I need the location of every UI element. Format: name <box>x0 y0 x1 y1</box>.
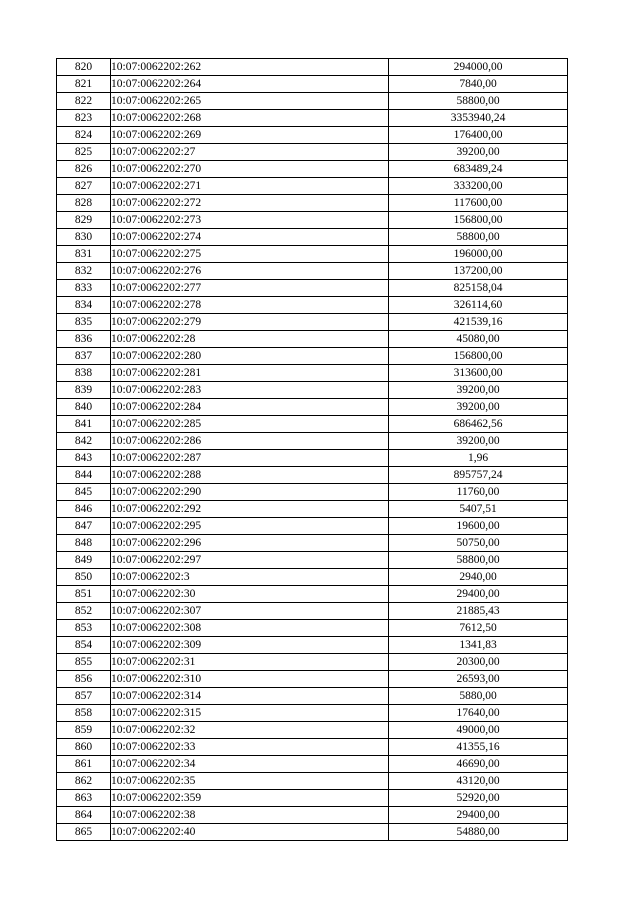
row-number-cell: 823 <box>57 110 111 127</box>
cadastral-number-cell: 10:07:0062202:271 <box>111 178 389 195</box>
cadastral-number-cell: 10:07:0062202:262 <box>111 59 389 76</box>
cadastral-number-cell: 10:07:0062202:274 <box>111 229 389 246</box>
row-number-cell: 825 <box>57 144 111 161</box>
table-row <box>57 127 568 144</box>
cadastral-number-cell: 10:07:0062202:30 <box>111 586 389 603</box>
document-page <box>56 58 566 841</box>
row-number-cell: 834 <box>57 297 111 314</box>
value-cell: 7840,00 <box>389 76 568 93</box>
table-row <box>57 756 568 773</box>
row-number-cell: 850 <box>57 569 111 586</box>
row-number-cell: 833 <box>57 280 111 297</box>
table-row <box>57 467 568 484</box>
value-cell: 313600,00 <box>389 365 568 382</box>
table-row <box>57 654 568 671</box>
cadastral-number-cell: 10:07:0062202:279 <box>111 314 389 331</box>
cadastral-number-cell: 10:07:0062202:272 <box>111 195 389 212</box>
row-number-cell: 848 <box>57 535 111 552</box>
table-row <box>57 280 568 297</box>
registry-table <box>56 58 568 841</box>
table-row <box>57 535 568 552</box>
table-row <box>57 586 568 603</box>
cadastral-number-cell: 10:07:0062202:270 <box>111 161 389 178</box>
cadastral-number-cell: 10:07:0062202:308 <box>111 620 389 637</box>
value-cell: 19600,00 <box>389 518 568 535</box>
value-cell: 20300,00 <box>389 654 568 671</box>
row-number-cell: 856 <box>57 671 111 688</box>
value-cell: 1341,83 <box>389 637 568 654</box>
value-cell: 2940,00 <box>389 569 568 586</box>
registry-table-body <box>57 59 568 841</box>
cadastral-number-cell: 10:07:0062202:359 <box>111 790 389 807</box>
value-cell: 333200,00 <box>389 178 568 195</box>
value-cell: 3353940,24 <box>389 110 568 127</box>
table-row <box>57 110 568 127</box>
table-row <box>57 433 568 450</box>
table-row <box>57 773 568 790</box>
value-cell: 156800,00 <box>389 348 568 365</box>
table-row <box>57 450 568 467</box>
row-number-cell: 858 <box>57 705 111 722</box>
table-row <box>57 246 568 263</box>
row-number-cell: 842 <box>57 433 111 450</box>
value-cell: 294000,00 <box>389 59 568 76</box>
row-number-cell: 824 <box>57 127 111 144</box>
cadastral-number-cell: 10:07:0062202:295 <box>111 518 389 535</box>
row-number-cell: 847 <box>57 518 111 535</box>
row-number-cell: 829 <box>57 212 111 229</box>
row-number-cell: 857 <box>57 688 111 705</box>
table-row <box>57 263 568 280</box>
value-cell: 5407,51 <box>389 501 568 518</box>
table-row <box>57 569 568 586</box>
row-number-cell: 836 <box>57 331 111 348</box>
value-cell: 43120,00 <box>389 773 568 790</box>
table-row <box>57 416 568 433</box>
cadastral-number-cell: 10:07:0062202:284 <box>111 399 389 416</box>
cadastral-number-cell: 10:07:0062202:264 <box>111 76 389 93</box>
cadastral-number-cell: 10:07:0062202:307 <box>111 603 389 620</box>
cadastral-number-cell: 10:07:0062202:33 <box>111 739 389 756</box>
cadastral-number-cell: 10:07:0062202:290 <box>111 484 389 501</box>
row-number-cell: 849 <box>57 552 111 569</box>
row-number-cell: 830 <box>57 229 111 246</box>
table-row <box>57 297 568 314</box>
cadastral-number-cell: 10:07:0062202:275 <box>111 246 389 263</box>
value-cell: 45080,00 <box>389 331 568 348</box>
value-cell: 39200,00 <box>389 433 568 450</box>
table-row <box>57 501 568 518</box>
table-row <box>57 314 568 331</box>
table-row <box>57 331 568 348</box>
value-cell: 39200,00 <box>389 144 568 161</box>
table-row <box>57 229 568 246</box>
row-number-cell: 831 <box>57 246 111 263</box>
row-number-cell: 855 <box>57 654 111 671</box>
row-number-cell: 860 <box>57 739 111 756</box>
table-row <box>57 552 568 569</box>
value-cell: 686462,56 <box>389 416 568 433</box>
value-cell: 895757,24 <box>389 467 568 484</box>
value-cell: 58800,00 <box>389 93 568 110</box>
table-row <box>57 620 568 637</box>
row-number-cell: 841 <box>57 416 111 433</box>
row-number-cell: 837 <box>57 348 111 365</box>
row-number-cell: 852 <box>57 603 111 620</box>
cadastral-number-cell: 10:07:0062202:288 <box>111 467 389 484</box>
table-row <box>57 603 568 620</box>
row-number-cell: 828 <box>57 195 111 212</box>
value-cell: 49000,00 <box>389 722 568 739</box>
value-cell: 326114,60 <box>389 297 568 314</box>
cadastral-number-cell: 10:07:0062202:268 <box>111 110 389 127</box>
table-row <box>57 705 568 722</box>
row-number-cell: 822 <box>57 93 111 110</box>
value-cell: 176400,00 <box>389 127 568 144</box>
value-cell: 58800,00 <box>389 552 568 569</box>
row-number-cell: 851 <box>57 586 111 603</box>
cadastral-number-cell: 10:07:0062202:310 <box>111 671 389 688</box>
cadastral-number-cell: 10:07:0062202:292 <box>111 501 389 518</box>
value-cell: 21885,43 <box>389 603 568 620</box>
row-number-cell: 844 <box>57 467 111 484</box>
cadastral-number-cell: 10:07:0062202:32 <box>111 722 389 739</box>
row-number-cell: 861 <box>57 756 111 773</box>
row-number-cell: 864 <box>57 807 111 824</box>
cadastral-number-cell: 10:07:0062202:277 <box>111 280 389 297</box>
cadastral-number-cell: 10:07:0062202:31 <box>111 654 389 671</box>
cadastral-number-cell: 10:07:0062202:34 <box>111 756 389 773</box>
value-cell: 29400,00 <box>389 807 568 824</box>
row-number-cell: 859 <box>57 722 111 739</box>
table-row <box>57 637 568 654</box>
cadastral-number-cell: 10:07:0062202:297 <box>111 552 389 569</box>
table-row <box>57 178 568 195</box>
table-row <box>57 365 568 382</box>
row-number-cell: 854 <box>57 637 111 654</box>
row-number-cell: 853 <box>57 620 111 637</box>
cadastral-number-cell: 10:07:0062202:269 <box>111 127 389 144</box>
table-row <box>57 739 568 756</box>
value-cell: 46690,00 <box>389 756 568 773</box>
row-number-cell: 843 <box>57 450 111 467</box>
table-row <box>57 382 568 399</box>
cadastral-number-cell: 10:07:0062202:283 <box>111 382 389 399</box>
cadastral-number-cell: 10:07:0062202:27 <box>111 144 389 161</box>
row-number-cell: 821 <box>57 76 111 93</box>
value-cell: 26593,00 <box>389 671 568 688</box>
row-number-cell: 865 <box>57 824 111 841</box>
cadastral-number-cell: 10:07:0062202:273 <box>111 212 389 229</box>
table-row <box>57 518 568 535</box>
cadastral-number-cell: 10:07:0062202:315 <box>111 705 389 722</box>
value-cell: 39200,00 <box>389 399 568 416</box>
value-cell: 11760,00 <box>389 484 568 501</box>
value-cell: 117600,00 <box>389 195 568 212</box>
table-row <box>57 722 568 739</box>
value-cell: 54880,00 <box>389 824 568 841</box>
value-cell: 58800,00 <box>389 229 568 246</box>
table-row <box>57 824 568 841</box>
table-row <box>57 161 568 178</box>
row-number-cell: 827 <box>57 178 111 195</box>
value-cell: 5880,00 <box>389 688 568 705</box>
value-cell: 39200,00 <box>389 382 568 399</box>
value-cell: 50750,00 <box>389 535 568 552</box>
value-cell: 196000,00 <box>389 246 568 263</box>
cadastral-number-cell: 10:07:0062202:3 <box>111 569 389 586</box>
table-row <box>57 144 568 161</box>
value-cell: 683489,24 <box>389 161 568 178</box>
row-number-cell: 826 <box>57 161 111 178</box>
table-row <box>57 807 568 824</box>
row-number-cell: 839 <box>57 382 111 399</box>
value-cell: 52920,00 <box>389 790 568 807</box>
value-cell: 137200,00 <box>389 263 568 280</box>
cadastral-number-cell: 10:07:0062202:38 <box>111 807 389 824</box>
cadastral-number-cell: 10:07:0062202:281 <box>111 365 389 382</box>
table-row <box>57 399 568 416</box>
table-row <box>57 195 568 212</box>
cadastral-number-cell: 10:07:0062202:280 <box>111 348 389 365</box>
value-cell: 29400,00 <box>389 586 568 603</box>
value-cell: 17640,00 <box>389 705 568 722</box>
table-row <box>57 212 568 229</box>
cadastral-number-cell: 10:07:0062202:35 <box>111 773 389 790</box>
cadastral-number-cell: 10:07:0062202:286 <box>111 433 389 450</box>
row-number-cell: 863 <box>57 790 111 807</box>
table-row <box>57 348 568 365</box>
cadastral-number-cell: 10:07:0062202:287 <box>111 450 389 467</box>
cadastral-number-cell: 10:07:0062202:276 <box>111 263 389 280</box>
table-row <box>57 671 568 688</box>
table-row <box>57 76 568 93</box>
cadastral-number-cell: 10:07:0062202:314 <box>111 688 389 705</box>
value-cell: 1,96 <box>389 450 568 467</box>
table-row <box>57 484 568 501</box>
row-number-cell: 845 <box>57 484 111 501</box>
row-number-cell: 820 <box>57 59 111 76</box>
table-row <box>57 59 568 76</box>
table-row <box>57 93 568 110</box>
value-cell: 156800,00 <box>389 212 568 229</box>
value-cell: 41355,16 <box>389 739 568 756</box>
cadastral-number-cell: 10:07:0062202:265 <box>111 93 389 110</box>
cadastral-number-cell: 10:07:0062202:285 <box>111 416 389 433</box>
value-cell: 421539,16 <box>389 314 568 331</box>
table-row <box>57 790 568 807</box>
row-number-cell: 832 <box>57 263 111 280</box>
cadastral-number-cell: 10:07:0062202:28 <box>111 331 389 348</box>
row-number-cell: 846 <box>57 501 111 518</box>
cadastral-number-cell: 10:07:0062202:40 <box>111 824 389 841</box>
cadastral-number-cell: 10:07:0062202:278 <box>111 297 389 314</box>
row-number-cell: 835 <box>57 314 111 331</box>
value-cell: 825158,04 <box>389 280 568 297</box>
cadastral-number-cell: 10:07:0062202:309 <box>111 637 389 654</box>
cadastral-number-cell: 10:07:0062202:296 <box>111 535 389 552</box>
row-number-cell: 840 <box>57 399 111 416</box>
table-row <box>57 688 568 705</box>
row-number-cell: 838 <box>57 365 111 382</box>
value-cell: 7612,50 <box>389 620 568 637</box>
row-number-cell: 862 <box>57 773 111 790</box>
